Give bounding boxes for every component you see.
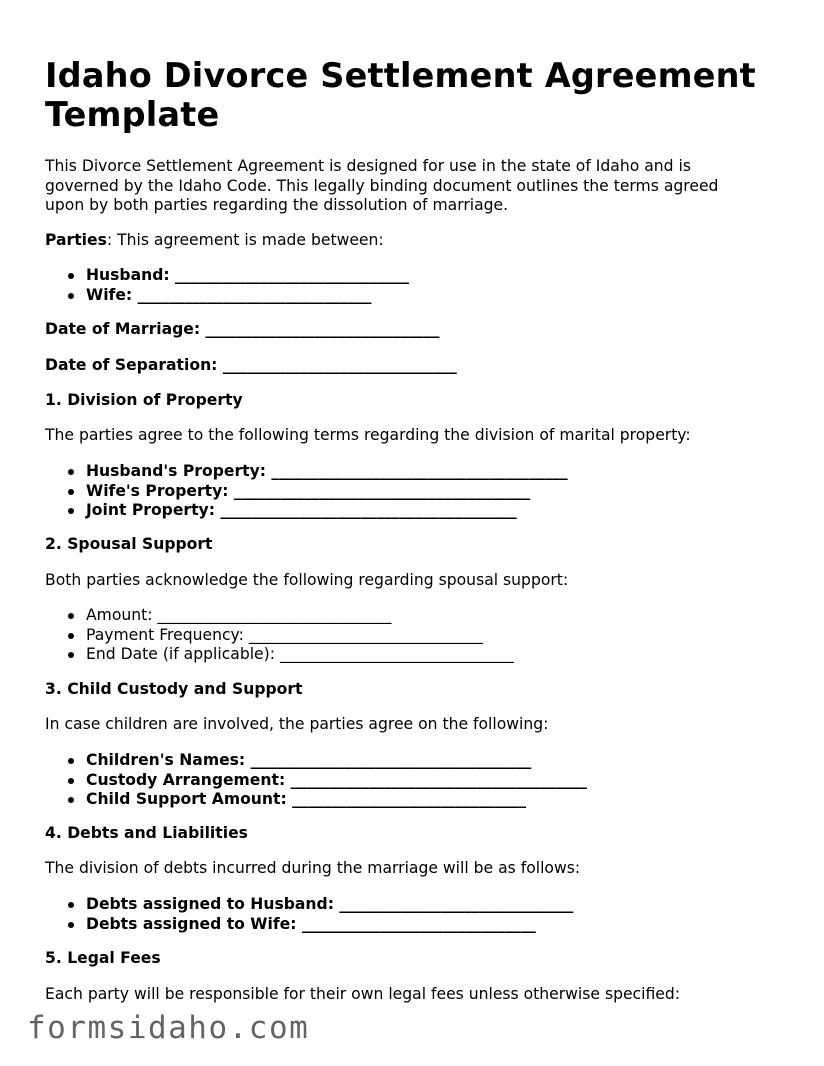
parties-text: : This agreement is made between: — [106, 231, 384, 249]
list-item: Debts assigned to Husband: ______________________________ — [45, 895, 573, 915]
intro-line-1: This Divorce Settlement Agreement is designed for use in the state of Idaho and is — [45, 157, 691, 175]
intro-line-2: governed by the Idaho Code. This legally binding document outlines the terms agreed — [45, 177, 719, 195]
list-item: Wife's Property: ______________________________________ — [45, 482, 568, 502]
site-watermark: formsidaho.com — [27, 1010, 310, 1046]
list-item: Husband's Property: ______________________________________ — [45, 462, 568, 482]
list-item: Children's Names: ____________________________________ — [45, 751, 587, 771]
date-of-marriage-field: Date of Marriage: ______________________________ — [45, 320, 440, 338]
property-list — [45, 462, 568, 521]
list-item: Child Support Amount: ______________________________ — [45, 790, 587, 810]
list-item: Joint Property: ______________________________________ — [45, 501, 568, 521]
list-item: Custody Arrangement: ______________________________________ — [45, 771, 587, 791]
list-item: Payment Frequency: ______________________________ — [45, 626, 514, 646]
parties-paragraph — [45, 231, 384, 251]
spousal-support-list — [45, 606, 514, 665]
parties-label: Parties — [45, 231, 107, 249]
section-heading-property: 1. Division of Property — [45, 391, 243, 409]
section-heading-child-custody: 3. Child Custody and Support — [45, 680, 303, 698]
husband-field: Husband: ______________________________ — [45, 266, 409, 286]
section-text-property: The parties agree to the following terms regarding the division of marital property: — [45, 426, 691, 444]
intro-line-3: upon by both parties regarding the dissolution of marriage. — [45, 196, 509, 214]
list-item: Debts assigned to Wife: ______________________________ — [45, 915, 573, 935]
section-heading-legal-fees: 5. Legal Fees — [45, 949, 161, 967]
section-text-debts: The division of debts incurred during the marriage will be as follows: — [45, 859, 581, 877]
list-item: Amount: ______________________________ — [45, 606, 514, 626]
debts-list — [45, 895, 573, 934]
date-of-separation-field: Date of Separation: ______________________________ — [45, 356, 457, 374]
section-text-spousal-support: Both parties acknowledge the following regarding spousal support: — [45, 571, 569, 589]
parties-list — [45, 266, 409, 305]
list-item: End Date (if applicable): ______________________________ — [45, 645, 514, 665]
section-text-child-custody: In case children are involved, the parties agree on the following: — [45, 715, 549, 733]
section-text-legal-fees: Each party will be responsible for their own legal fees unless otherwise specified: — [45, 985, 681, 1003]
child-custody-list — [45, 751, 587, 810]
section-heading-debts: 4. Debts and Liabilities — [45, 824, 248, 842]
section-heading-spousal-support: 2. Spousal Support — [45, 535, 213, 553]
document-title: Idaho Divorce Settlement Agreement Template — [45, 56, 756, 134]
wife-field: Wife: ______________________________ — [45, 286, 409, 306]
